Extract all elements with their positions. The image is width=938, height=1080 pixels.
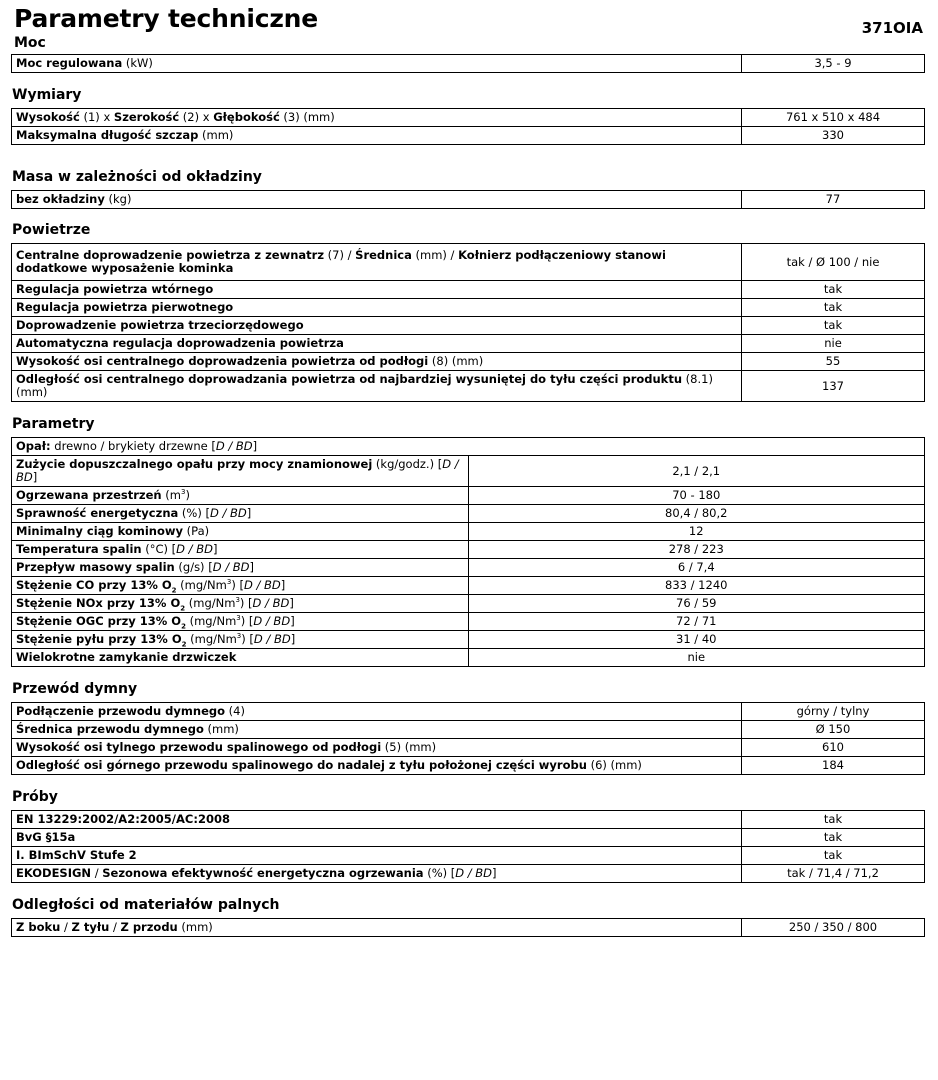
row-label xyxy=(12,757,742,775)
label-part: (Pa) xyxy=(183,524,210,538)
table-row xyxy=(12,613,925,631)
row-value: nie xyxy=(468,649,925,667)
row-value: górny / tylny xyxy=(742,703,925,721)
table-row xyxy=(12,631,925,649)
section-title: Przewód dymny xyxy=(12,681,138,697)
table-row xyxy=(12,335,925,353)
row-label xyxy=(12,353,742,371)
row-value: 76 / 59 xyxy=(468,595,925,613)
label-part: Automatyczna regulacja doprowadzenia powietrza xyxy=(16,336,344,350)
section xyxy=(11,896,926,937)
label-part: (6) (mm) xyxy=(586,758,642,772)
row-label xyxy=(12,523,469,541)
label-part: D / BD xyxy=(253,632,291,646)
section xyxy=(11,221,926,402)
label-part: / xyxy=(91,866,103,880)
spec-table xyxy=(11,810,925,883)
row-value: 250 / 350 / 800 xyxy=(742,919,925,937)
table-row xyxy=(12,438,925,456)
row-label xyxy=(12,631,469,649)
label-part: (mm) / xyxy=(411,248,459,262)
table-row xyxy=(12,244,925,281)
label-part: Średnica xyxy=(355,248,412,262)
label-part: Centralne doprowadzenie powietrza z zewnatrz xyxy=(16,248,325,262)
row-value: Ø 150 xyxy=(742,721,925,739)
row-label xyxy=(12,577,469,595)
label-part: (mm) xyxy=(198,128,234,142)
section-title: Próby xyxy=(12,789,58,805)
row-value: 80,4 / 80,2 xyxy=(468,505,925,523)
row-label xyxy=(12,829,742,847)
table-row xyxy=(12,847,925,865)
row-label xyxy=(12,865,742,883)
label-part: ] xyxy=(249,560,254,574)
row-value: 610 xyxy=(742,739,925,757)
table-row xyxy=(12,577,925,595)
label-part: (kg/godz.) [ xyxy=(372,457,443,471)
label-part: BvG §15a xyxy=(16,830,76,844)
row-label xyxy=(12,456,469,487)
row-label xyxy=(12,487,469,505)
table-row xyxy=(12,757,925,775)
row-value: tak xyxy=(742,811,925,829)
label-part: (mg/Nm xyxy=(176,578,227,592)
section xyxy=(11,415,926,667)
section xyxy=(11,788,926,883)
row-label xyxy=(12,281,742,299)
label-part: Moc regulowana xyxy=(16,56,123,70)
row-label xyxy=(12,847,742,865)
row-value: 761 x 510 x 484 xyxy=(742,109,925,127)
label-part: (mg/Nm xyxy=(185,614,237,628)
label-part: D / BD xyxy=(243,578,281,592)
section-title: Odległości od materiałów palnych xyxy=(12,897,280,913)
row-label xyxy=(12,109,742,127)
label-part: ] xyxy=(492,866,497,880)
label-part: Wysokość xyxy=(16,110,80,124)
table-row xyxy=(12,456,925,487)
label-part: Odległość osi centralnego doprowadzania powietrza od najbardziej wysuniętej do tyłu części produktu xyxy=(16,372,683,386)
label-part: ) [ xyxy=(241,632,254,646)
label-part: Z tyłu xyxy=(71,920,110,934)
label-part: Zużycie dopuszczalnego opału przy mocy znamionowej xyxy=(16,457,373,471)
table-row xyxy=(12,541,925,559)
label-part: Przepływ masowy spalin xyxy=(16,560,175,574)
label-part: Minimalny ciąg kominowy xyxy=(16,524,184,538)
row-value: tak xyxy=(742,847,925,865)
section-title: Parametry xyxy=(12,416,95,432)
row-value: tak / Ø 100 / nie xyxy=(742,244,925,281)
label-part: Opał: xyxy=(16,439,51,453)
row-label xyxy=(12,335,742,353)
table-row xyxy=(12,595,925,613)
label-part: D / BD xyxy=(16,457,459,484)
row-value: 833 / 1240 xyxy=(468,577,925,595)
label-part: 3 xyxy=(236,632,242,641)
label-part: ] xyxy=(280,578,286,592)
label-part: / xyxy=(109,920,121,934)
label-part: I. BImSchV Stufe 2 xyxy=(16,848,137,862)
row-label xyxy=(12,721,742,739)
label-part: Stężenie pyłu przy 13% O xyxy=(16,632,182,646)
model-code: 371OIA xyxy=(861,19,923,37)
table-row xyxy=(12,55,925,73)
row-value: 55 xyxy=(742,353,925,371)
label-part: D / BD xyxy=(253,614,291,628)
label-part: (mg/Nm xyxy=(186,632,237,646)
row-label xyxy=(12,739,742,757)
label-part: (7) / xyxy=(324,248,356,262)
label-part: 2 xyxy=(171,586,177,595)
label-part: D / BD xyxy=(212,560,250,574)
label-part: (8.1) (mm) xyxy=(16,372,713,399)
row-value: 72 / 71 xyxy=(468,613,925,631)
row-label xyxy=(12,703,742,721)
label-part: (mg/Nm xyxy=(185,596,236,610)
label-part: Stężenie OGC przy 13% O xyxy=(16,614,182,628)
label-part: 3 xyxy=(180,488,186,497)
row-value: 184 xyxy=(742,757,925,775)
row-value: 70 - 180 xyxy=(468,487,925,505)
spec-table xyxy=(11,190,925,209)
label-part: Stężenie CO przy 13% O xyxy=(16,578,172,592)
label-part: (m xyxy=(161,488,181,502)
table-row xyxy=(12,865,925,883)
row-label xyxy=(12,649,469,667)
label-part: Maksymalna długość szczap xyxy=(16,128,199,142)
label-part: ) xyxy=(185,488,190,502)
spec-table xyxy=(11,702,925,775)
label-part: drewno / brykiety drzewne [ xyxy=(50,439,216,453)
label-part: (4) xyxy=(225,704,245,718)
section-title: Masa w zależności od okładziny xyxy=(12,169,262,185)
row-label xyxy=(12,299,742,317)
table-row xyxy=(12,371,925,402)
spec-table xyxy=(11,437,925,667)
label-part: (mm) xyxy=(203,722,239,736)
row-value: tak xyxy=(742,299,925,317)
row-value: 2,1 / 2,1 xyxy=(468,456,925,487)
table-row xyxy=(12,505,925,523)
label-part: EN 13229:2002/A2:2005/AC:2008 xyxy=(16,812,230,826)
label-part: 2 xyxy=(180,604,186,613)
label-part: Ogrzewana przestrzeń xyxy=(16,488,162,502)
section-title: Powietrze xyxy=(12,222,91,238)
row-value: 3,5 - 9 xyxy=(742,55,925,73)
label-part: (2) x xyxy=(179,110,214,124)
section-title: Wymiary xyxy=(12,87,82,103)
label-part: Sezonowa efektywność energetyczna ogrzewania xyxy=(102,866,424,880)
spec-table xyxy=(11,243,925,402)
table-row xyxy=(12,559,925,577)
section-title: Moc xyxy=(14,35,46,51)
label-part: (kg) xyxy=(104,192,132,206)
label-part: 2 xyxy=(181,622,186,631)
table-row xyxy=(12,191,925,209)
label-part: (1) x xyxy=(79,110,114,124)
label-part: ] xyxy=(252,439,258,453)
label-part: ] xyxy=(212,542,218,556)
label-part: D / BD xyxy=(215,439,253,453)
label-part: ] xyxy=(32,470,38,484)
label-part: Doprowadzenie powietrza trzeciorzędowego xyxy=(16,318,304,332)
table-row xyxy=(12,703,925,721)
label-part: Z boku xyxy=(16,920,61,934)
label-part: ) [ xyxy=(240,614,254,628)
label-part: ] xyxy=(246,506,252,520)
label-part: (°C) [ xyxy=(141,542,177,556)
label-part: Temperatura spalin xyxy=(16,542,142,556)
label-part: ) [ xyxy=(231,578,244,592)
row-value: 31 / 40 xyxy=(468,631,925,649)
table-row xyxy=(12,739,925,757)
section xyxy=(11,34,926,73)
label-part: D / BD xyxy=(252,596,290,610)
row-value: tak xyxy=(742,281,925,299)
row-label xyxy=(12,541,469,559)
row-label xyxy=(12,371,742,402)
row-label xyxy=(12,559,469,577)
label-part: (%) [ xyxy=(423,866,456,880)
label-part: Szerokość xyxy=(113,110,180,124)
label-part: 3 xyxy=(236,614,241,623)
row-value: tak / 71,4 / 71,2 xyxy=(742,865,925,883)
row-label xyxy=(12,438,925,456)
row-label xyxy=(12,127,742,145)
label-part: D / BD xyxy=(209,506,247,520)
label-part: Regulacja powietrza pierwotnego xyxy=(16,300,234,314)
row-label xyxy=(12,191,742,209)
table-row xyxy=(12,281,925,299)
row-value: 137 xyxy=(742,371,925,402)
table-row xyxy=(12,487,925,505)
label-part: 3 xyxy=(226,578,232,587)
label-part: bez okładziny xyxy=(16,192,105,206)
row-value: tak xyxy=(742,317,925,335)
label-part: Kołnierz podłączeniowy stanowi dodatkowe wyposażenie kominka xyxy=(16,248,666,275)
row-label xyxy=(12,317,742,335)
table-row xyxy=(12,721,925,739)
row-value: tak xyxy=(742,829,925,847)
row-label xyxy=(12,55,742,73)
label-part: Wielokrotne zamykanie drzwiczek xyxy=(16,650,237,664)
page-title: Parametry techniczne xyxy=(14,4,319,33)
label-part: Stężenie NOx przy 13% O xyxy=(16,596,181,610)
table-row xyxy=(12,109,925,127)
table-row xyxy=(12,829,925,847)
table-row xyxy=(12,317,925,335)
row-value: 12 xyxy=(468,523,925,541)
label-part: ] xyxy=(290,614,295,628)
label-part: D / BD xyxy=(176,542,213,556)
row-value: 77 xyxy=(742,191,925,209)
label-part: (kW) xyxy=(122,56,153,70)
label-part: ] xyxy=(290,632,296,646)
spec-table xyxy=(11,108,925,145)
label-part: EKODESIGN xyxy=(16,866,92,880)
row-label xyxy=(12,595,469,613)
row-label xyxy=(12,919,742,937)
spec-table xyxy=(11,54,925,73)
label-part: (mm) xyxy=(177,920,213,934)
label-part: (8) (mm) xyxy=(428,354,484,368)
row-label xyxy=(12,505,469,523)
label-part: Sprawność energetyczna xyxy=(16,506,179,520)
table-row xyxy=(12,811,925,829)
row-label xyxy=(12,811,742,829)
label-part: Odległość osi górnego przewodu spalinowego do nadalej z tyłu położonej części wyrobu xyxy=(16,758,587,772)
spec-table xyxy=(11,918,925,937)
section xyxy=(11,168,926,209)
label-part: D / BD xyxy=(455,866,493,880)
table-row xyxy=(12,919,925,937)
spec-sheet xyxy=(11,34,926,937)
row-label xyxy=(12,244,742,281)
row-value: 6 / 7,4 xyxy=(468,559,925,577)
table-row xyxy=(12,649,925,667)
label-part: ] xyxy=(289,596,294,610)
row-value: 278 / 223 xyxy=(468,541,925,559)
label-part: Wysokość osi centralnego doprowadzenia powietrza od podłogi xyxy=(16,354,429,368)
label-part: Głębokość xyxy=(213,110,280,124)
table-row xyxy=(12,299,925,317)
label-part: (5) (mm) xyxy=(381,740,437,754)
row-value: nie xyxy=(742,335,925,353)
label-part: (%) [ xyxy=(178,506,210,520)
section xyxy=(11,86,926,145)
table-row xyxy=(12,523,925,541)
row-label xyxy=(12,613,469,631)
label-part: / xyxy=(60,920,72,934)
label-part: 3 xyxy=(235,596,240,605)
label-part: Z przodu xyxy=(120,920,178,934)
table-row xyxy=(12,353,925,371)
table-row xyxy=(12,127,925,145)
label-part: Regulacja powietrza wtórnego xyxy=(16,282,214,296)
label-part: Średnica przewodu dymnego xyxy=(16,722,204,736)
section xyxy=(11,680,926,775)
label-part: Podłączenie przewodu dymnego xyxy=(16,704,226,718)
label-part: (g/s) [ xyxy=(174,560,213,574)
label-part: 2 xyxy=(181,640,187,649)
row-value: 330 xyxy=(742,127,925,145)
label-part: Wysokość osi tylnego przewodu spalinowego od podłogi xyxy=(16,740,382,754)
label-part: ) [ xyxy=(239,596,253,610)
label-part: (3) (mm) xyxy=(279,110,335,124)
